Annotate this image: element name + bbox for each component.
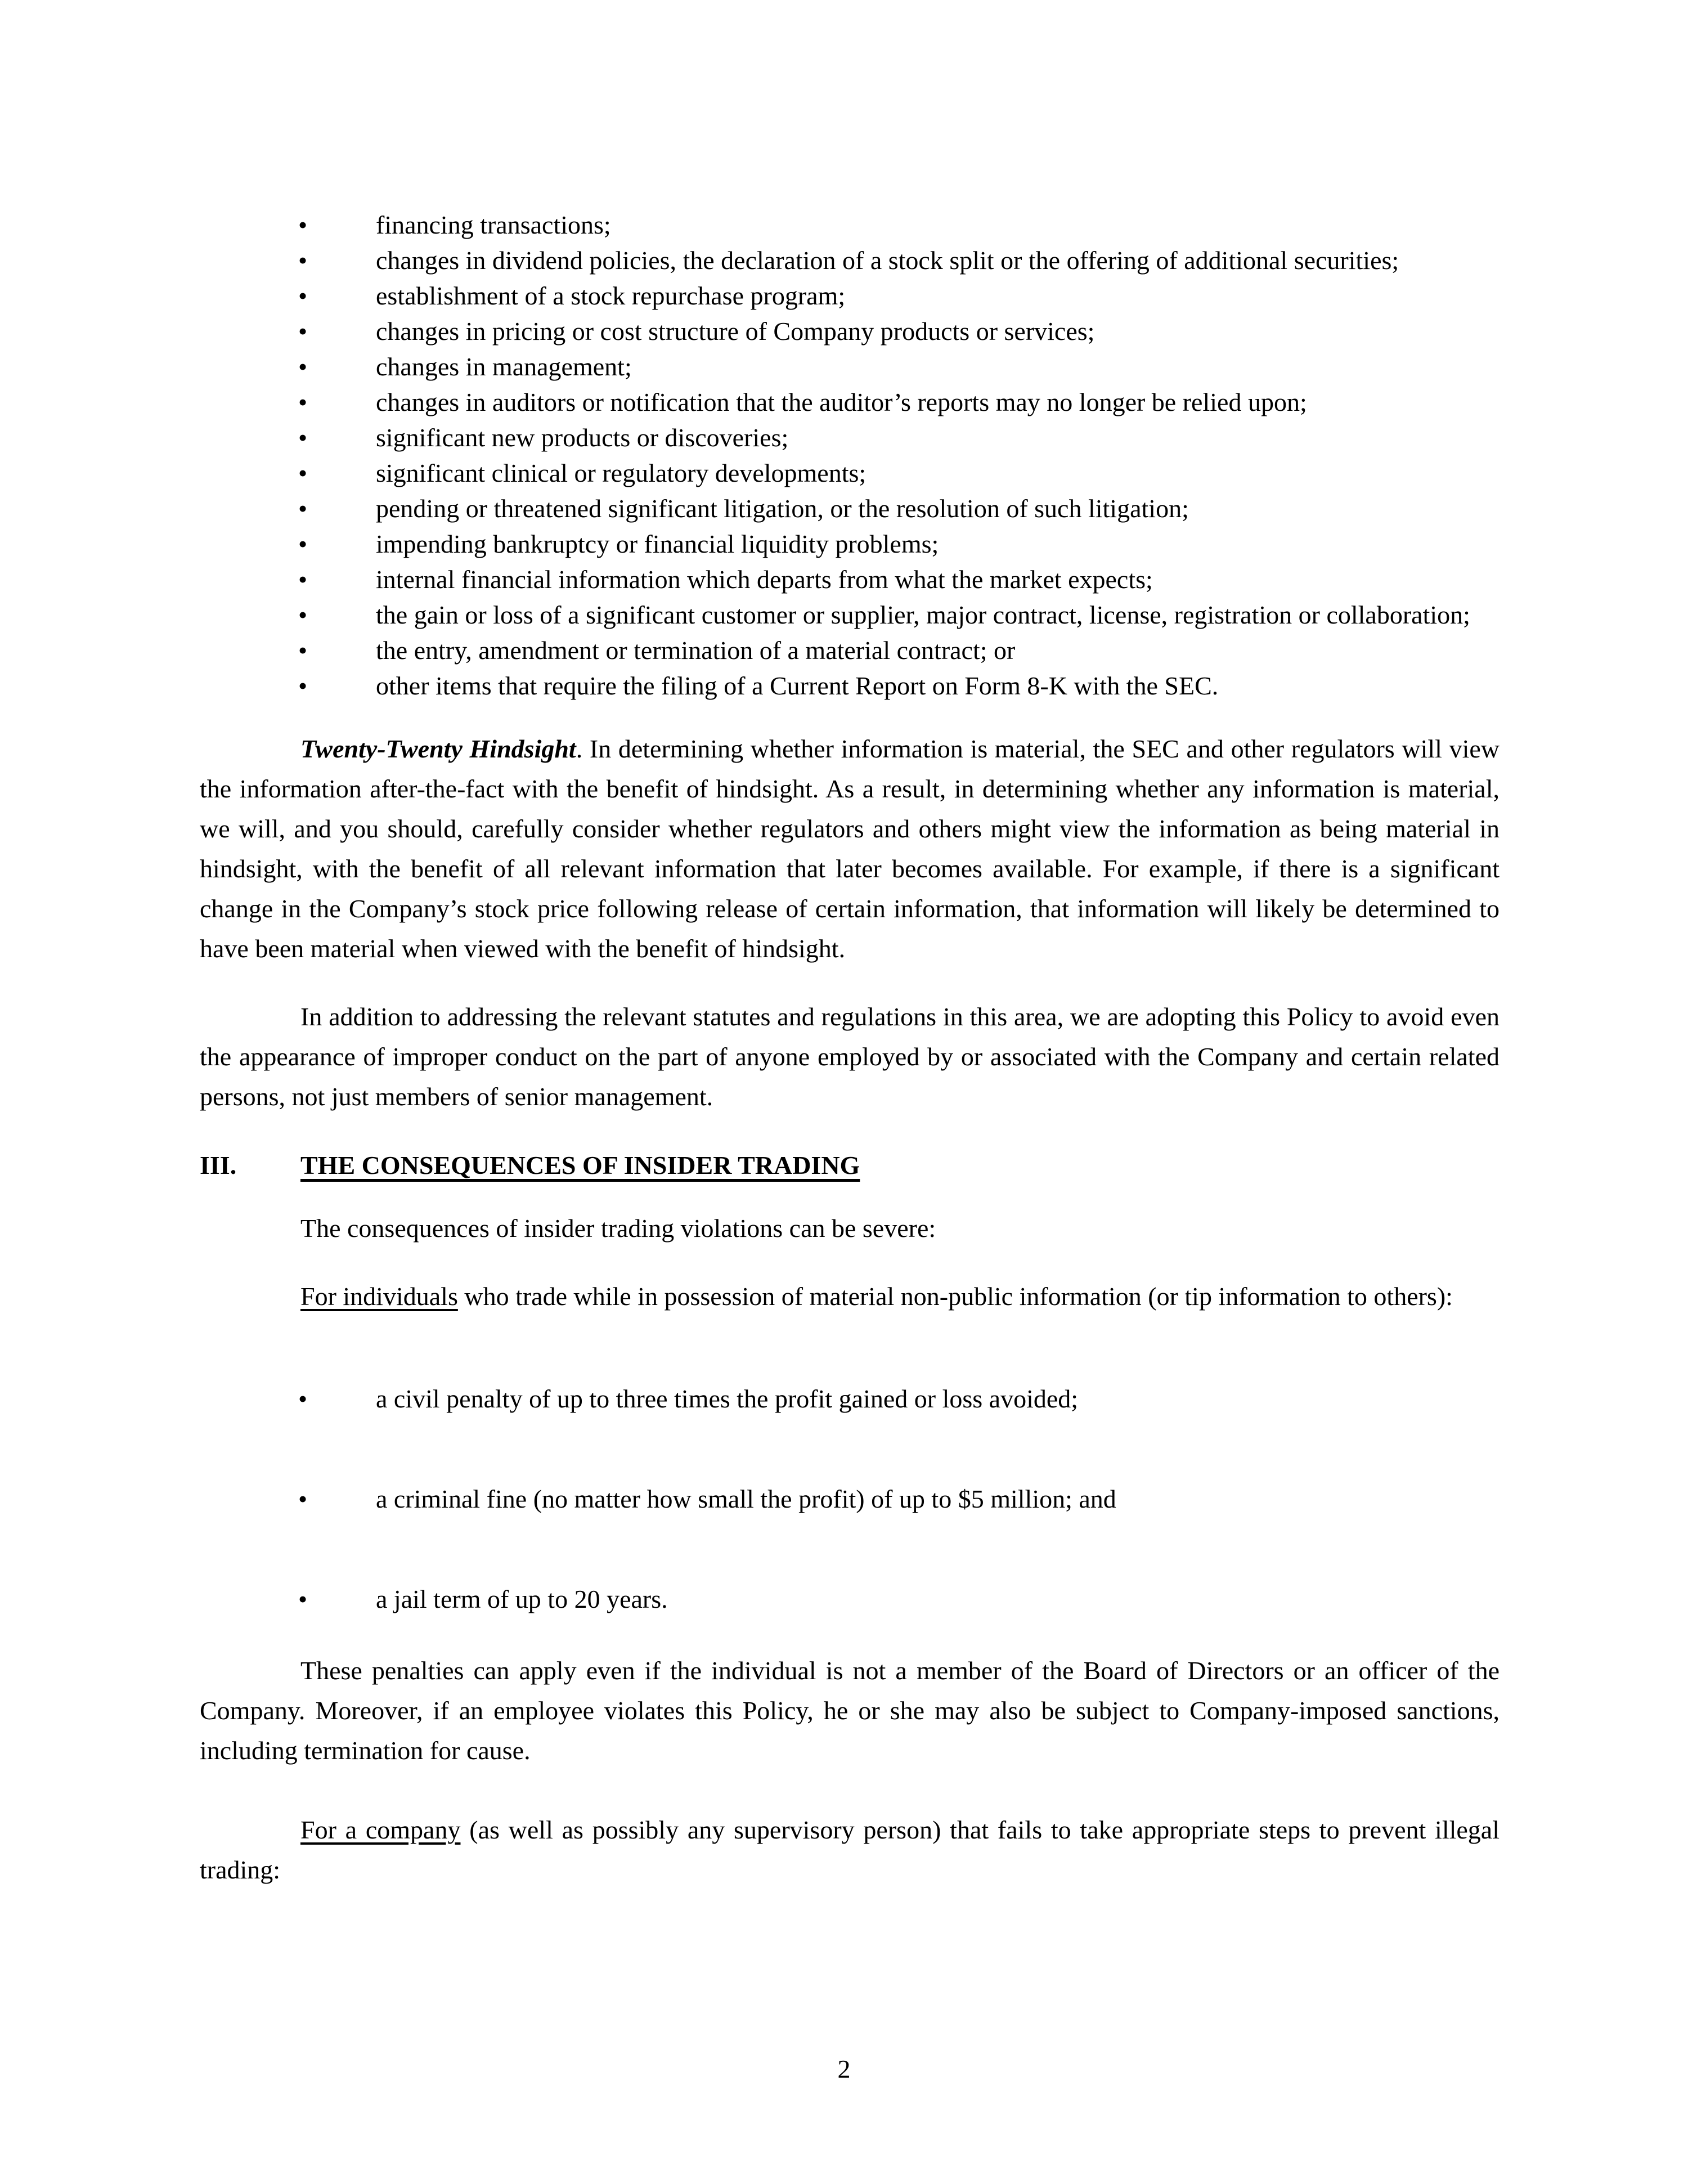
list-item-text: changes in management; xyxy=(376,352,632,381)
list-item xyxy=(200,526,1500,562)
list-item-text: a civil penalty of up to three times the profit gained or loss avoided; xyxy=(376,1384,1079,1413)
bullet-icon: • xyxy=(298,1384,308,1413)
list-item-text: a jail term of up to 20 years. xyxy=(376,1585,668,1613)
material-events-list xyxy=(200,207,1500,703)
individual-penalties-list xyxy=(200,1381,1500,1617)
bullet-icon: • xyxy=(298,459,308,487)
bullet-icon: • xyxy=(298,210,308,239)
list-item-text: a criminal fine (no matter how small the profit) of up to $5 million; and xyxy=(376,1485,1116,1513)
section-heading xyxy=(200,1147,1500,1183)
list-item xyxy=(200,1381,1500,1416)
list-item-text: other items that require the filing of a Current Report on Form 8-K with the SEC. xyxy=(376,671,1219,700)
bullet-icon: • xyxy=(298,671,308,700)
bullet-icon: • xyxy=(298,317,308,346)
bullet-icon: • xyxy=(298,1585,308,1613)
list-item xyxy=(200,243,1500,278)
bullet-icon: • xyxy=(298,1485,308,1513)
penalties-paragraph: These penalties can apply even if the individual is not a member of the Board of Directors or an officer of the Company. Moreover, if an employee violates this Policy, he or she may also be subject to Company-imposed sanctions, including termination for cause. xyxy=(200,1656,1500,1765)
page-number: 2 xyxy=(837,2055,851,2083)
company-body: (as well as possibly any supervisory person) that fails to take appropriate steps to prevent illegal trading: xyxy=(200,1815,1500,1884)
in-addition-paragraph: In addition to addressing the relevant statutes and regulations in this area, we are adopting this Policy to avoid even the appearance of improper conduct on the part of anyone employed by or associated with the Company and certain related persons, not just members of senior management. xyxy=(200,1002,1500,1111)
list-item xyxy=(200,313,1500,349)
list-item-text: changes in pricing or cost structure of Company products or services; xyxy=(376,317,1095,346)
list-item-text: changes in auditors or notification that the auditor’s reports may no longer be relied upon; xyxy=(376,388,1307,416)
bullet-icon: • xyxy=(298,600,308,629)
hindsight-lead: Twenty-Twenty Hindsight xyxy=(300,734,576,763)
hindsight-paragraph xyxy=(200,729,1500,968)
hindsight-body: . In determining whether information is material, the SEC and other regulators will view the information after-the-fact with the benefit of hindsight. As a result, in determining whether any information is material, we will, and you should, carefully consider whether regulators and others might view the information as being material in hindsight, with the benefit of all relevant information that later becomes available. For example, if there is a significant change in the Company’s stock price following release of certain information, that information will likely be determined to have been material when viewed with the benefit of hindsight. xyxy=(200,734,1500,963)
list-item-text: establishment of a stock repurchase program; xyxy=(376,281,846,310)
list-item xyxy=(200,207,1500,243)
bullet-icon: • xyxy=(298,494,308,523)
bullet-icon: • xyxy=(298,281,308,310)
list-item xyxy=(200,1481,1500,1517)
bullet-icon: • xyxy=(298,530,308,558)
list-item xyxy=(200,1581,1500,1617)
bullet-icon: • xyxy=(298,246,308,275)
bullet-icon: • xyxy=(298,636,308,665)
list-item-text: financing transactions; xyxy=(376,210,611,239)
company-paragraph xyxy=(200,1810,1500,1890)
list-item xyxy=(200,384,1500,420)
list-item xyxy=(200,420,1500,455)
list-item-text: changes in dividend policies, the declaration of a stock split or the offering of additional securities; xyxy=(376,246,1399,275)
list-item xyxy=(200,491,1500,526)
list-item-text: the gain or loss of a significant customer or supplier, major contract, license, registration or collaboration; xyxy=(376,600,1470,629)
individuals-lead: For individuals xyxy=(300,1282,458,1311)
list-item xyxy=(200,455,1500,491)
bullet-icon: • xyxy=(298,565,308,594)
list-item xyxy=(200,597,1500,633)
bullet-icon: • xyxy=(298,388,308,416)
list-item xyxy=(200,278,1500,313)
list-item-text: pending or threatened significant litigation, or the resolution of such litigation; xyxy=(376,494,1189,523)
list-item-text: impending bankruptcy or financial liquidity problems; xyxy=(376,530,939,558)
company-lead: For a company xyxy=(300,1815,461,1844)
list-item xyxy=(200,562,1500,597)
bullet-icon: • xyxy=(298,352,308,381)
consequences-intro: The consequences of insider trading violations can be severe: xyxy=(300,1214,936,1243)
list-item-text: significant new products or discoveries; xyxy=(376,423,789,452)
list-item-text: significant clinical or regulatory developments; xyxy=(376,459,867,487)
list-item-text: internal financial information which departs from what the market expects; xyxy=(376,565,1153,594)
individuals-paragraph xyxy=(200,1276,1500,1316)
list-item xyxy=(200,349,1500,384)
section-title: THE CONSEQUENCES OF INSIDER TRADING xyxy=(300,1151,860,1180)
individuals-body: who trade while in possession of material non-public information (or tip information to others): xyxy=(457,1282,1453,1311)
list-item-text: the entry, amendment or termination of a material contract; or xyxy=(376,636,1016,665)
section-number: III. xyxy=(200,1151,237,1180)
bullet-icon: • xyxy=(298,423,308,452)
list-item xyxy=(200,668,1500,703)
list-item xyxy=(200,633,1500,668)
